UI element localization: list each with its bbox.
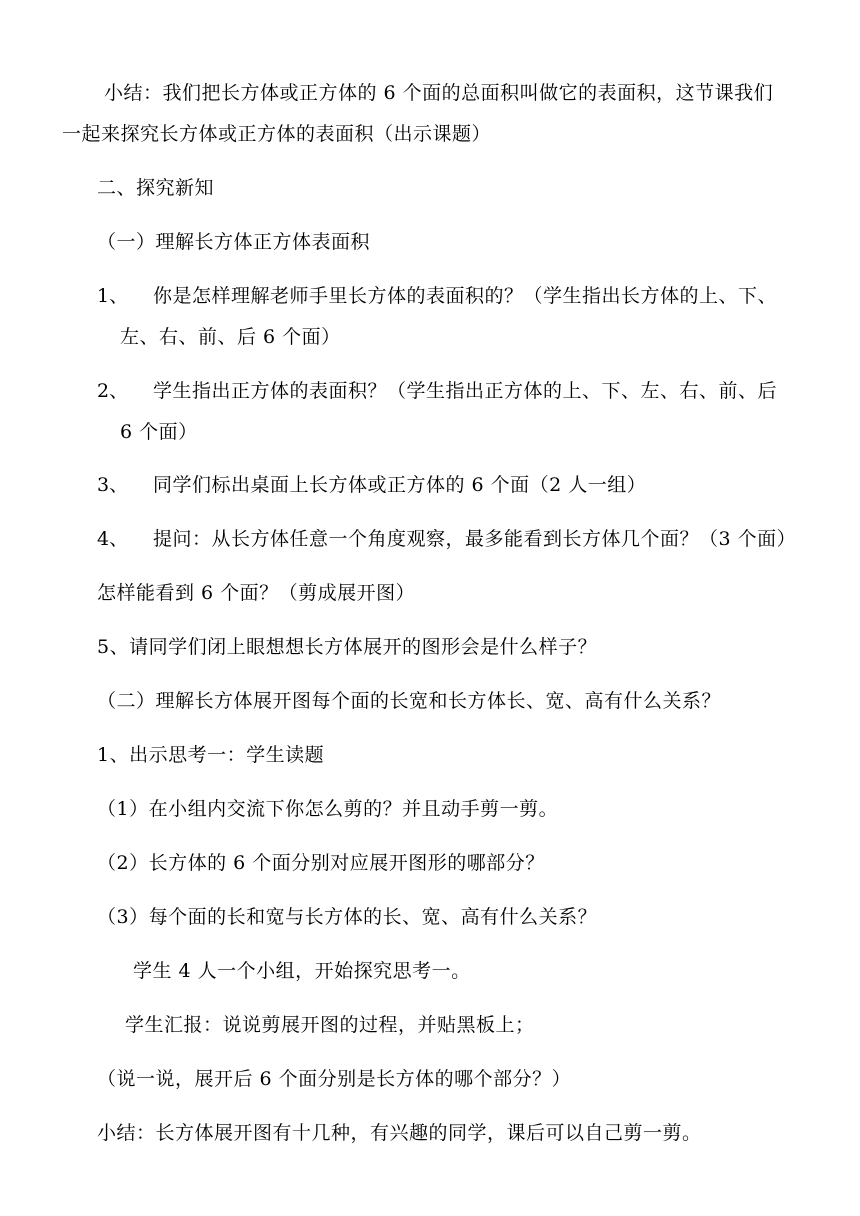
report-line: 学生汇报：说说剪展开图的过程，并贴黑板上； <box>125 1014 535 1036</box>
item-2-line-2: 6 个面） <box>120 421 198 443</box>
say-line: （说一说，展开后 6 个面分别是长方体的哪个部分？） <box>97 1068 572 1090</box>
item-3-line-1: 同学们标出桌面上长方体或正方体的 6 个面（2 人一组） <box>153 474 647 496</box>
item-2-line-1: 学生指出正方体的表面积？（学生指出正方体的上、下、左、右、前、后 <box>153 380 778 402</box>
group-line: 学生 4 人一个小组，开始探究思考一。 <box>133 960 471 982</box>
think-one-line: 1、出示思考一：学生读题 <box>97 744 325 766</box>
item-4-line-1: 提问：从长方体任意一个角度观察，最多能看到长方体几个面？（3 个面） <box>153 528 797 550</box>
item-3-number: 3、 <box>97 474 129 496</box>
item-1-line-1: 你是怎样理解老师手里长方体的表面积的？（学生指出长方体的上、下、 <box>153 285 778 307</box>
question-3: （3）每个面的长和宽与长方体的长、宽、高有什么关系？ <box>97 906 598 928</box>
subsection-heading-1: （一）理解长方体正方体表面积 <box>97 231 371 253</box>
question-2: （2）长方体的 6 个面分别对应展开图形的哪部分？ <box>97 852 545 874</box>
item-1-number: 1、 <box>97 285 129 307</box>
summary-2-line: 小结：长方体展开图有十几种，有兴趣的同学，课后可以自己剪一剪。 <box>97 1122 702 1144</box>
summary-line-2: 一起来探究长方体或正方体的表面积（出示课题） <box>62 123 492 145</box>
section-heading-explore: 二、探究新知 <box>97 177 215 199</box>
item-4-number: 4、 <box>97 528 129 550</box>
item-5-line: 5、请同学们闭上眼想想长方体展开的图形会是什么样子？ <box>97 636 598 658</box>
question-1: （1）在小组内交流下你怎么剪的？并且动手剪一剪。 <box>97 798 559 820</box>
summary-line-1: 小结：我们把长方体或正方体的 6 个面的总面积叫做它的表面积，这节课我们 <box>104 82 774 104</box>
item-2-number: 2、 <box>97 380 129 402</box>
item-1-line-2: 左、右、前、后 6 个面） <box>120 326 341 348</box>
subsection-heading-2: （二）理解长方体展开图每个面的长宽和长方体长、宽、高有什么关系？ <box>97 690 722 712</box>
item-4-line-2: 怎样能看到 6 个面？（剪成展开图） <box>97 582 416 604</box>
